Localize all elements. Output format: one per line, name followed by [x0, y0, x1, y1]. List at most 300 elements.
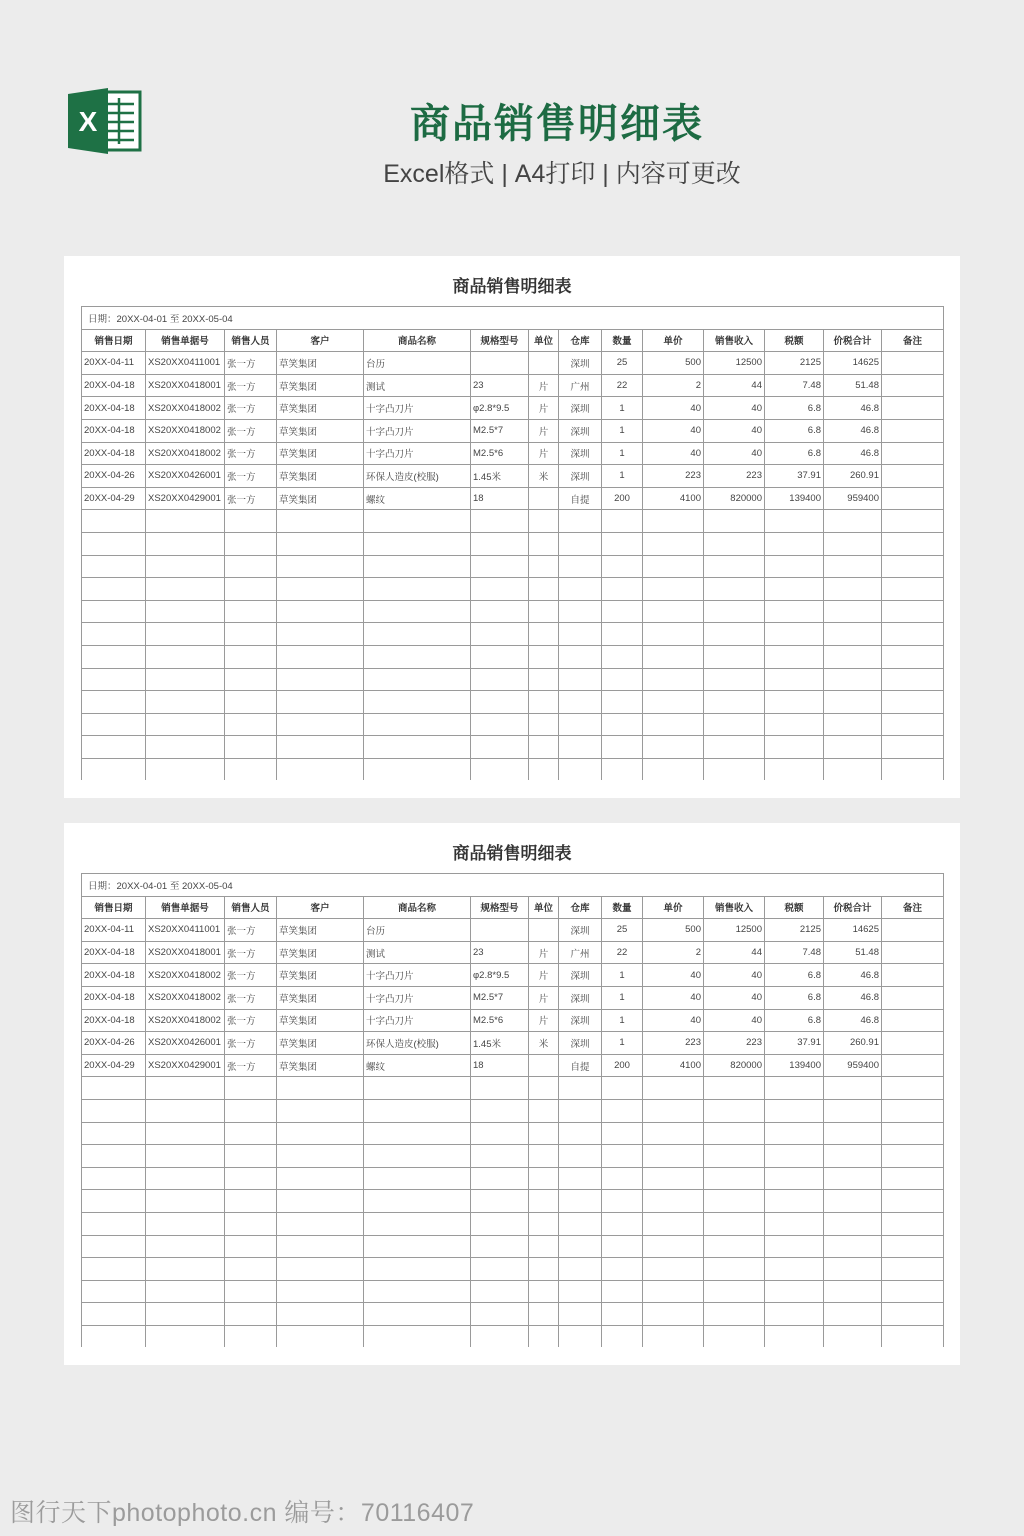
- empty-cell: [277, 1077, 364, 1100]
- empty-cell: [559, 600, 602, 623]
- cell-customer: 草笑集团: [277, 487, 364, 510]
- empty-cell: [471, 1303, 529, 1326]
- cell-spec: 18: [471, 487, 529, 510]
- cell-product: 十字凸刀片: [364, 1009, 471, 1032]
- column-header-seller: 销售人员: [225, 329, 277, 352]
- empty-cell: [559, 1077, 602, 1100]
- empty-cell: [529, 510, 559, 533]
- empty-cell: [824, 600, 882, 623]
- cell-seller: 张一方: [225, 1054, 277, 1077]
- empty-cell: [364, 510, 471, 533]
- cell-doc_no: XS20XX0418002: [146, 986, 225, 1009]
- cell-revenue: 820000: [704, 487, 765, 510]
- cell-remark: [882, 986, 944, 1009]
- cell-total: 14625: [824, 919, 882, 942]
- empty-cell: [471, 1145, 529, 1168]
- empty-cell: [277, 1280, 364, 1303]
- cell-tax: 139400: [765, 1054, 824, 1077]
- empty-cell: [364, 736, 471, 759]
- column-header-product: 商品名称: [364, 329, 471, 352]
- empty-cell: [471, 578, 529, 601]
- empty-cell: [529, 691, 559, 714]
- empty-cell: [559, 691, 602, 714]
- cell-unit: 米: [529, 1032, 559, 1055]
- cell-customer: 草笑集团: [277, 352, 364, 375]
- empty-cell: [882, 668, 944, 691]
- empty-cell: [277, 532, 364, 555]
- cell-revenue: 223: [704, 465, 765, 488]
- empty-cell: [146, 645, 225, 668]
- column-header-qty: 数量: [602, 329, 643, 352]
- empty-cell: [824, 1077, 882, 1100]
- cell-date: 20XX-04-18: [82, 397, 146, 420]
- cell-revenue: 40: [704, 986, 765, 1009]
- empty-cell: [529, 645, 559, 668]
- empty-cell: [882, 600, 944, 623]
- empty-cell: [559, 532, 602, 555]
- empty-row: [82, 1280, 944, 1303]
- empty-cell: [765, 578, 824, 601]
- cell-total: 959400: [824, 487, 882, 510]
- cell-revenue: 40: [704, 397, 765, 420]
- empty-cell: [529, 1258, 559, 1281]
- empty-cell: [529, 578, 559, 601]
- empty-cell: [643, 668, 704, 691]
- cell-unit: 片: [529, 964, 559, 987]
- empty-cell: [146, 1325, 225, 1347]
- empty-cell: [704, 600, 765, 623]
- empty-row: [82, 532, 944, 555]
- column-header-product: 商品名称: [364, 896, 471, 919]
- table-row: [82, 374, 944, 397]
- empty-cell: [82, 510, 146, 533]
- cell-customer: 草笑集团: [277, 919, 364, 942]
- empty-cell: [82, 623, 146, 646]
- empty-row: [82, 600, 944, 623]
- cell-warehouse: 深圳: [559, 397, 602, 420]
- cell-price: 4100: [643, 1054, 704, 1077]
- empty-cell: [602, 578, 643, 601]
- empty-cell: [225, 758, 277, 780]
- cell-spec: 18: [471, 1054, 529, 1077]
- cell-tax: 6.8: [765, 419, 824, 442]
- empty-cell: [882, 1145, 944, 1168]
- empty-cell: [471, 1190, 529, 1213]
- empty-cell: [765, 1167, 824, 1190]
- empty-cell: [602, 623, 643, 646]
- cell-seller: 张一方: [225, 986, 277, 1009]
- empty-cell: [643, 1077, 704, 1100]
- empty-cell: [471, 691, 529, 714]
- cell-date: 20XX-04-29: [82, 487, 146, 510]
- empty-cell: [765, 532, 824, 555]
- empty-cell: [277, 758, 364, 780]
- cell-unit: [529, 919, 559, 942]
- cell-customer: 草笑集团: [277, 1009, 364, 1032]
- table-row: [82, 352, 944, 375]
- empty-cell: [225, 532, 277, 555]
- empty-cell: [643, 1235, 704, 1258]
- watermark: 图行天下photophoto.cn 编号：70116407: [10, 1499, 475, 1527]
- column-header-price: 单价: [643, 896, 704, 919]
- cell-date: 20XX-04-18: [82, 986, 146, 1009]
- cell-warehouse: 深圳: [559, 1032, 602, 1055]
- empty-cell: [146, 623, 225, 646]
- empty-cell: [559, 1122, 602, 1145]
- empty-cell: [824, 623, 882, 646]
- table-row: [82, 487, 944, 510]
- table-row: [82, 1032, 944, 1055]
- empty-cell: [364, 1258, 471, 1281]
- cell-product: 测试: [364, 374, 471, 397]
- cell-unit: 片: [529, 1009, 559, 1032]
- cell-tax: 7.48: [765, 374, 824, 397]
- empty-cell: [471, 1212, 529, 1235]
- empty-cell: [559, 1145, 602, 1168]
- empty-cell: [704, 736, 765, 759]
- column-header-total: 价税合计: [824, 329, 882, 352]
- empty-cell: [364, 1167, 471, 1190]
- cell-total: 46.8: [824, 1009, 882, 1032]
- empty-cell: [824, 713, 882, 736]
- empty-cell: [643, 623, 704, 646]
- cell-remark: [882, 374, 944, 397]
- empty-row: [82, 758, 944, 780]
- cell-warehouse: 自提: [559, 487, 602, 510]
- empty-row: [82, 1212, 944, 1235]
- empty-cell: [882, 623, 944, 646]
- empty-cell: [82, 1235, 146, 1258]
- empty-cell: [824, 758, 882, 780]
- empty-row: [82, 1258, 944, 1281]
- empty-cell: [602, 1235, 643, 1258]
- empty-cell: [471, 713, 529, 736]
- empty-cell: [82, 668, 146, 691]
- empty-cell: [277, 578, 364, 601]
- empty-cell: [364, 578, 471, 601]
- empty-cell: [364, 645, 471, 668]
- empty-cell: [225, 1280, 277, 1303]
- column-header-total: 价税合计: [824, 896, 882, 919]
- empty-cell: [765, 600, 824, 623]
- cell-unit: 片: [529, 397, 559, 420]
- table-row: [82, 1054, 944, 1077]
- cell-date: 20XX-04-11: [82, 919, 146, 942]
- cell-customer: 草笑集团: [277, 986, 364, 1009]
- empty-cell: [602, 645, 643, 668]
- cell-qty: 1: [602, 986, 643, 1009]
- column-header-qty: 数量: [602, 896, 643, 919]
- empty-row: [82, 736, 944, 759]
- empty-cell: [559, 1212, 602, 1235]
- cell-unit: 片: [529, 374, 559, 397]
- empty-row: [82, 1167, 944, 1190]
- empty-cell: [824, 1212, 882, 1235]
- cell-doc_no: XS20XX0426001: [146, 465, 225, 488]
- empty-cell: [765, 1212, 824, 1235]
- empty-cell: [824, 1122, 882, 1145]
- empty-cell: [277, 713, 364, 736]
- empty-cell: [146, 510, 225, 533]
- cell-doc_no: XS20XX0418002: [146, 1009, 225, 1032]
- cell-spec: φ2.8*9.5: [471, 397, 529, 420]
- empty-cell: [704, 1145, 765, 1168]
- empty-cell: [824, 1167, 882, 1190]
- empty-cell: [471, 1325, 529, 1347]
- empty-cell: [364, 1122, 471, 1145]
- empty-cell: [225, 1235, 277, 1258]
- cell-price: 500: [643, 919, 704, 942]
- cell-price: 40: [643, 442, 704, 465]
- empty-cell: [225, 1099, 277, 1122]
- empty-cell: [471, 758, 529, 780]
- cell-customer: 草笑集团: [277, 419, 364, 442]
- column-header-revenue: 销售收入: [704, 329, 765, 352]
- cell-tax: 6.8: [765, 986, 824, 1009]
- empty-cell: [882, 1325, 944, 1347]
- table-row: [82, 465, 944, 488]
- cell-spec: M2.5*6: [471, 442, 529, 465]
- empty-cell: [559, 736, 602, 759]
- empty-cell: [82, 578, 146, 601]
- empty-cell: [704, 532, 765, 555]
- empty-cell: [602, 555, 643, 578]
- cell-remark: [882, 465, 944, 488]
- cell-seller: 张一方: [225, 465, 277, 488]
- empty-cell: [824, 1235, 882, 1258]
- empty-cell: [882, 645, 944, 668]
- empty-cell: [225, 736, 277, 759]
- cell-remark: [882, 419, 944, 442]
- empty-cell: [146, 1190, 225, 1213]
- empty-cell: [364, 1303, 471, 1326]
- cell-qty: 1: [602, 964, 643, 987]
- cell-unit: [529, 487, 559, 510]
- empty-cell: [559, 1190, 602, 1213]
- cell-doc_no: XS20XX0426001: [146, 1032, 225, 1055]
- cell-product: 十字凸刀片: [364, 442, 471, 465]
- cell-unit: 片: [529, 986, 559, 1009]
- cell-warehouse: 广州: [559, 374, 602, 397]
- cell-qty: 1: [602, 1009, 643, 1032]
- empty-cell: [277, 1167, 364, 1190]
- empty-cell: [277, 1099, 364, 1122]
- empty-cell: [704, 1099, 765, 1122]
- empty-cell: [602, 1258, 643, 1281]
- cell-customer: 草笑集团: [277, 1054, 364, 1077]
- cell-price: 2: [643, 374, 704, 397]
- cell-customer: 草笑集团: [277, 374, 364, 397]
- cell-product: 螺纹: [364, 487, 471, 510]
- cell-seller: 张一方: [225, 941, 277, 964]
- cell-product: 测试: [364, 941, 471, 964]
- empty-cell: [529, 1325, 559, 1347]
- empty-cell: [643, 1212, 704, 1235]
- empty-cell: [765, 510, 824, 533]
- cell-seller: 张一方: [225, 397, 277, 420]
- column-header-spec: 规格型号: [471, 896, 529, 919]
- cell-date: 20XX-04-18: [82, 941, 146, 964]
- table-row: [82, 419, 944, 442]
- empty-cell: [704, 1077, 765, 1100]
- empty-cell: [559, 1167, 602, 1190]
- cell-spec: 23: [471, 374, 529, 397]
- cell-tax: 6.8: [765, 1009, 824, 1032]
- empty-cell: [882, 1122, 944, 1145]
- sheet-preview-1: [64, 256, 960, 798]
- cell-revenue: 44: [704, 374, 765, 397]
- cell-doc_no: XS20XX0418002: [146, 419, 225, 442]
- empty-cell: [529, 1145, 559, 1168]
- empty-cell: [824, 1258, 882, 1281]
- empty-cell: [146, 555, 225, 578]
- empty-cell: [765, 1145, 824, 1168]
- empty-cell: [82, 645, 146, 668]
- empty-cell: [277, 555, 364, 578]
- empty-cell: [704, 691, 765, 714]
- empty-cell: [529, 1212, 559, 1235]
- empty-cell: [824, 1303, 882, 1326]
- cell-doc_no: XS20XX0411001: [146, 352, 225, 375]
- empty-row: [82, 1303, 944, 1326]
- cell-tax: 37.91: [765, 465, 824, 488]
- empty-cell: [225, 1212, 277, 1235]
- empty-cell: [471, 736, 529, 759]
- empty-cell: [882, 1280, 944, 1303]
- empty-cell: [643, 1099, 704, 1122]
- empty-cell: [559, 578, 602, 601]
- empty-cell: [277, 668, 364, 691]
- empty-cell: [277, 623, 364, 646]
- cell-product: 螺纹: [364, 1054, 471, 1077]
- cell-date: 20XX-04-11: [82, 352, 146, 375]
- cell-qty: 1: [602, 397, 643, 420]
- empty-cell: [704, 1122, 765, 1145]
- empty-cell: [277, 1235, 364, 1258]
- empty-cell: [643, 691, 704, 714]
- empty-cell: [559, 623, 602, 646]
- empty-cell: [364, 1280, 471, 1303]
- empty-cell: [882, 1190, 944, 1213]
- empty-cell: [146, 736, 225, 759]
- cell-doc_no: XS20XX0429001: [146, 1054, 225, 1077]
- empty-cell: [471, 1235, 529, 1258]
- empty-cell: [277, 1258, 364, 1281]
- cell-product: 十字凸刀片: [364, 419, 471, 442]
- table-row: [82, 1009, 944, 1032]
- cell-total: 51.48: [824, 941, 882, 964]
- empty-cell: [824, 510, 882, 533]
- cell-seller: 张一方: [225, 419, 277, 442]
- empty-cell: [602, 1190, 643, 1213]
- cell-remark: [882, 964, 944, 987]
- sales-table: [81, 873, 944, 1347]
- empty-cell: [82, 1280, 146, 1303]
- cell-price: 223: [643, 465, 704, 488]
- empty-cell: [765, 1235, 824, 1258]
- empty-cell: [225, 623, 277, 646]
- column-header-doc_no: 销售单据号: [146, 896, 225, 919]
- empty-cell: [146, 600, 225, 623]
- cell-date: 20XX-04-18: [82, 442, 146, 465]
- empty-cell: [602, 1122, 643, 1145]
- empty-cell: [765, 623, 824, 646]
- empty-cell: [364, 532, 471, 555]
- column-header-spec: 规格型号: [471, 329, 529, 352]
- empty-cell: [643, 600, 704, 623]
- cell-price: 40: [643, 419, 704, 442]
- table-row: [82, 964, 944, 987]
- empty-cell: [602, 600, 643, 623]
- empty-cell: [82, 555, 146, 578]
- cell-remark: [882, 919, 944, 942]
- empty-cell: [82, 1167, 146, 1190]
- empty-cell: [643, 1303, 704, 1326]
- empty-cell: [643, 645, 704, 668]
- empty-cell: [643, 758, 704, 780]
- empty-cell: [704, 623, 765, 646]
- cell-remark: [882, 352, 944, 375]
- empty-row: [82, 1099, 944, 1122]
- empty-cell: [882, 713, 944, 736]
- empty-cell: [277, 1190, 364, 1213]
- empty-row: [82, 1122, 944, 1145]
- empty-cell: [364, 1235, 471, 1258]
- empty-cell: [471, 1280, 529, 1303]
- cell-total: 51.48: [824, 374, 882, 397]
- empty-row: [82, 623, 944, 646]
- cell-remark: [882, 397, 944, 420]
- cell-revenue: 12500: [704, 919, 765, 942]
- empty-cell: [765, 1122, 824, 1145]
- empty-cell: [704, 645, 765, 668]
- empty-cell: [225, 1122, 277, 1145]
- cell-customer: 草笑集团: [277, 941, 364, 964]
- cell-price: 4100: [643, 487, 704, 510]
- column-header-unit: 单位: [529, 896, 559, 919]
- empty-cell: [277, 691, 364, 714]
- empty-cell: [225, 1145, 277, 1168]
- cell-seller: 张一方: [225, 1009, 277, 1032]
- empty-cell: [704, 1235, 765, 1258]
- column-header-customer: 客户: [277, 896, 364, 919]
- empty-cell: [225, 1167, 277, 1190]
- column-header-warehouse: 仓库: [559, 329, 602, 352]
- cell-tax: 2125: [765, 352, 824, 375]
- empty-cell: [471, 510, 529, 533]
- empty-cell: [146, 578, 225, 601]
- empty-cell: [824, 532, 882, 555]
- cell-spec: [471, 352, 529, 375]
- empty-cell: [364, 600, 471, 623]
- empty-cell: [602, 1099, 643, 1122]
- empty-cell: [529, 555, 559, 578]
- empty-cell: [225, 1303, 277, 1326]
- empty-cell: [146, 1122, 225, 1145]
- empty-cell: [471, 1099, 529, 1122]
- empty-cell: [146, 1099, 225, 1122]
- cell-product: 台历: [364, 352, 471, 375]
- empty-cell: [364, 668, 471, 691]
- empty-cell: [364, 758, 471, 780]
- cell-remark: [882, 1054, 944, 1077]
- page-subtitle: Excel格式 | A4打印 | 内容可更改: [383, 160, 741, 188]
- empty-cell: [559, 1325, 602, 1347]
- empty-cell: [225, 1077, 277, 1100]
- empty-cell: [471, 600, 529, 623]
- header-row: [82, 329, 944, 352]
- cell-revenue: 44: [704, 941, 765, 964]
